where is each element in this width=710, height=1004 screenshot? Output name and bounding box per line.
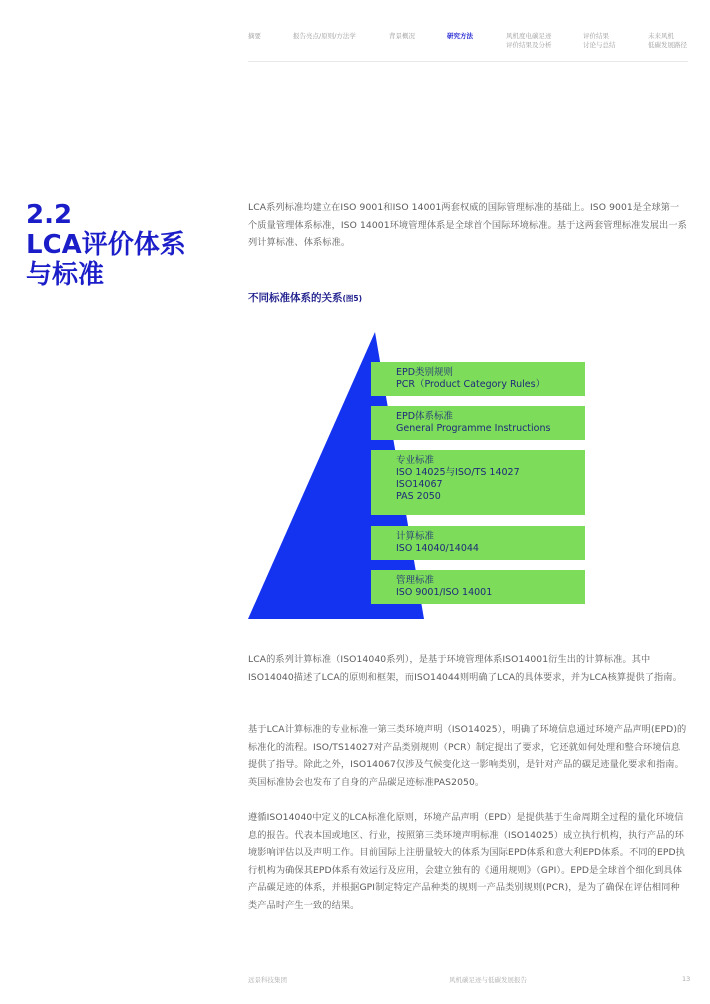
footer-report-title: 风机碳足迹与低碳发展报告 bbox=[449, 976, 527, 984]
nav-item-highlights[interactable]: 报告亮点/原则/方法学 bbox=[293, 32, 356, 40]
level-line: ISO 14040/14044 bbox=[396, 543, 479, 554]
nav-item-methodology[interactable]: 研究方法 bbox=[447, 32, 473, 40]
nav-divider bbox=[248, 61, 688, 62]
nav-item-discussion[interactable]: 评价结果 讨论与总结 bbox=[583, 32, 616, 49]
level-line: General Programme Instructions bbox=[396, 423, 551, 434]
level-line: PAS 2050 bbox=[396, 491, 441, 502]
footer-page-number: 13 bbox=[682, 975, 691, 983]
intro-paragraph: LCA系列标准均建立在ISO 9001和ISO 14001两套权威的国际管理标准的基础上。ISO 9001是全球第一个质量管理体系标准，ISO 14001环境管理体系是全球首个国际环境标准。基于这两套管理标准发展出一系列计算标准、体系标准。 bbox=[248, 202, 687, 248]
level-line: ISO 14025与ISO/TS 14027 bbox=[396, 467, 520, 478]
level-line: EPD类别规则 bbox=[396, 367, 454, 378]
level-management-standard bbox=[371, 570, 585, 604]
level-line: 计算标准 bbox=[396, 531, 435, 542]
level-line: EPD体系标准 bbox=[396, 411, 454, 422]
body-paragraph-2: 基于LCA计算标准的专业标准一第三类环境声明（ISO14025），明确了环境信息通过环境产品声明(EPD)的标准化的流程。ISO/TS14027对产品类别规则（PCR）制定提出了要求，它还就如何处理和整合环境信息提供了指导。除此之外，ISO14067仅涉及气候变化这一影响类别，是针对产品的碳足迹量化要求和指南。英国标准协会也发布了自身的产品碳足迹标准PAS2050。 bbox=[248, 724, 687, 788]
nav-item-summary[interactable]: 摘要 bbox=[248, 32, 261, 40]
section-title-line1: LCA评价体系 bbox=[26, 230, 186, 260]
section-number: 2.2 bbox=[26, 200, 73, 230]
level-professional-standard bbox=[371, 450, 585, 515]
top-navigation bbox=[0, 32, 710, 56]
figure-title bbox=[248, 290, 362, 305]
figure-title-text: 不同标准体系的关系 bbox=[248, 292, 343, 304]
level-epd-category-rules bbox=[371, 362, 585, 396]
level-line: ISO14067 bbox=[396, 479, 443, 490]
level-line: PCR（Product Category Rules） bbox=[396, 379, 546, 390]
footer-company: 远景科技集团 bbox=[248, 976, 287, 984]
body-paragraph-1: LCA的系列计算标准（ISO14040系列），是基于环境管理体系ISO14001衍生出的计算标准。其中ISO14040描述了LCA的原则和框架，而ISO14044则明确了LCA的具体要求，并为LCA核算提供了指南。 bbox=[248, 654, 682, 683]
nav-item-results[interactable]: 风机度电碳足迹 评价结果及分析 bbox=[506, 32, 552, 49]
body-paragraph-3: 遵循ISO14040中定义的LCA标准化原则，环境产品声明（EPD）是提供基于生命周期全过程的量化环境信息的报告。代表本国或地区、行业，按照第三类环境声明标准（ISO14025）成立执行机构，执行产品的环境影响评估以及声明工作。目前国际上注册量较大的体系为国际EPD体系和意大利EPD体系。不同的EPD执行机构为确保其EPD体系有效运行及应用，会建立独有的《通用规则》（GPI）。EPD是全球首个细化到具体产品碳足迹的体系，并根据GPI制定特定产品种类的规则一产品类别规则(PCR)，是为了确保在评估相同种类产品时产生一致的结果。 bbox=[248, 812, 685, 911]
section-title-line2: 与标准 bbox=[26, 260, 105, 290]
level-epd-system-standard bbox=[371, 406, 585, 440]
level-calculation-standard bbox=[371, 526, 585, 560]
level-line: ISO 9001/ISO 14001 bbox=[396, 587, 493, 598]
section-heading bbox=[26, 200, 226, 290]
nav-item-background[interactable]: 背景概况 bbox=[389, 32, 415, 40]
nav-item-future[interactable]: 未来风机 低碳发展路径 bbox=[648, 32, 687, 49]
figure-number: (图5) bbox=[342, 294, 363, 303]
level-line: 专业标准 bbox=[396, 455, 435, 466]
level-line: 管理标准 bbox=[396, 575, 435, 586]
